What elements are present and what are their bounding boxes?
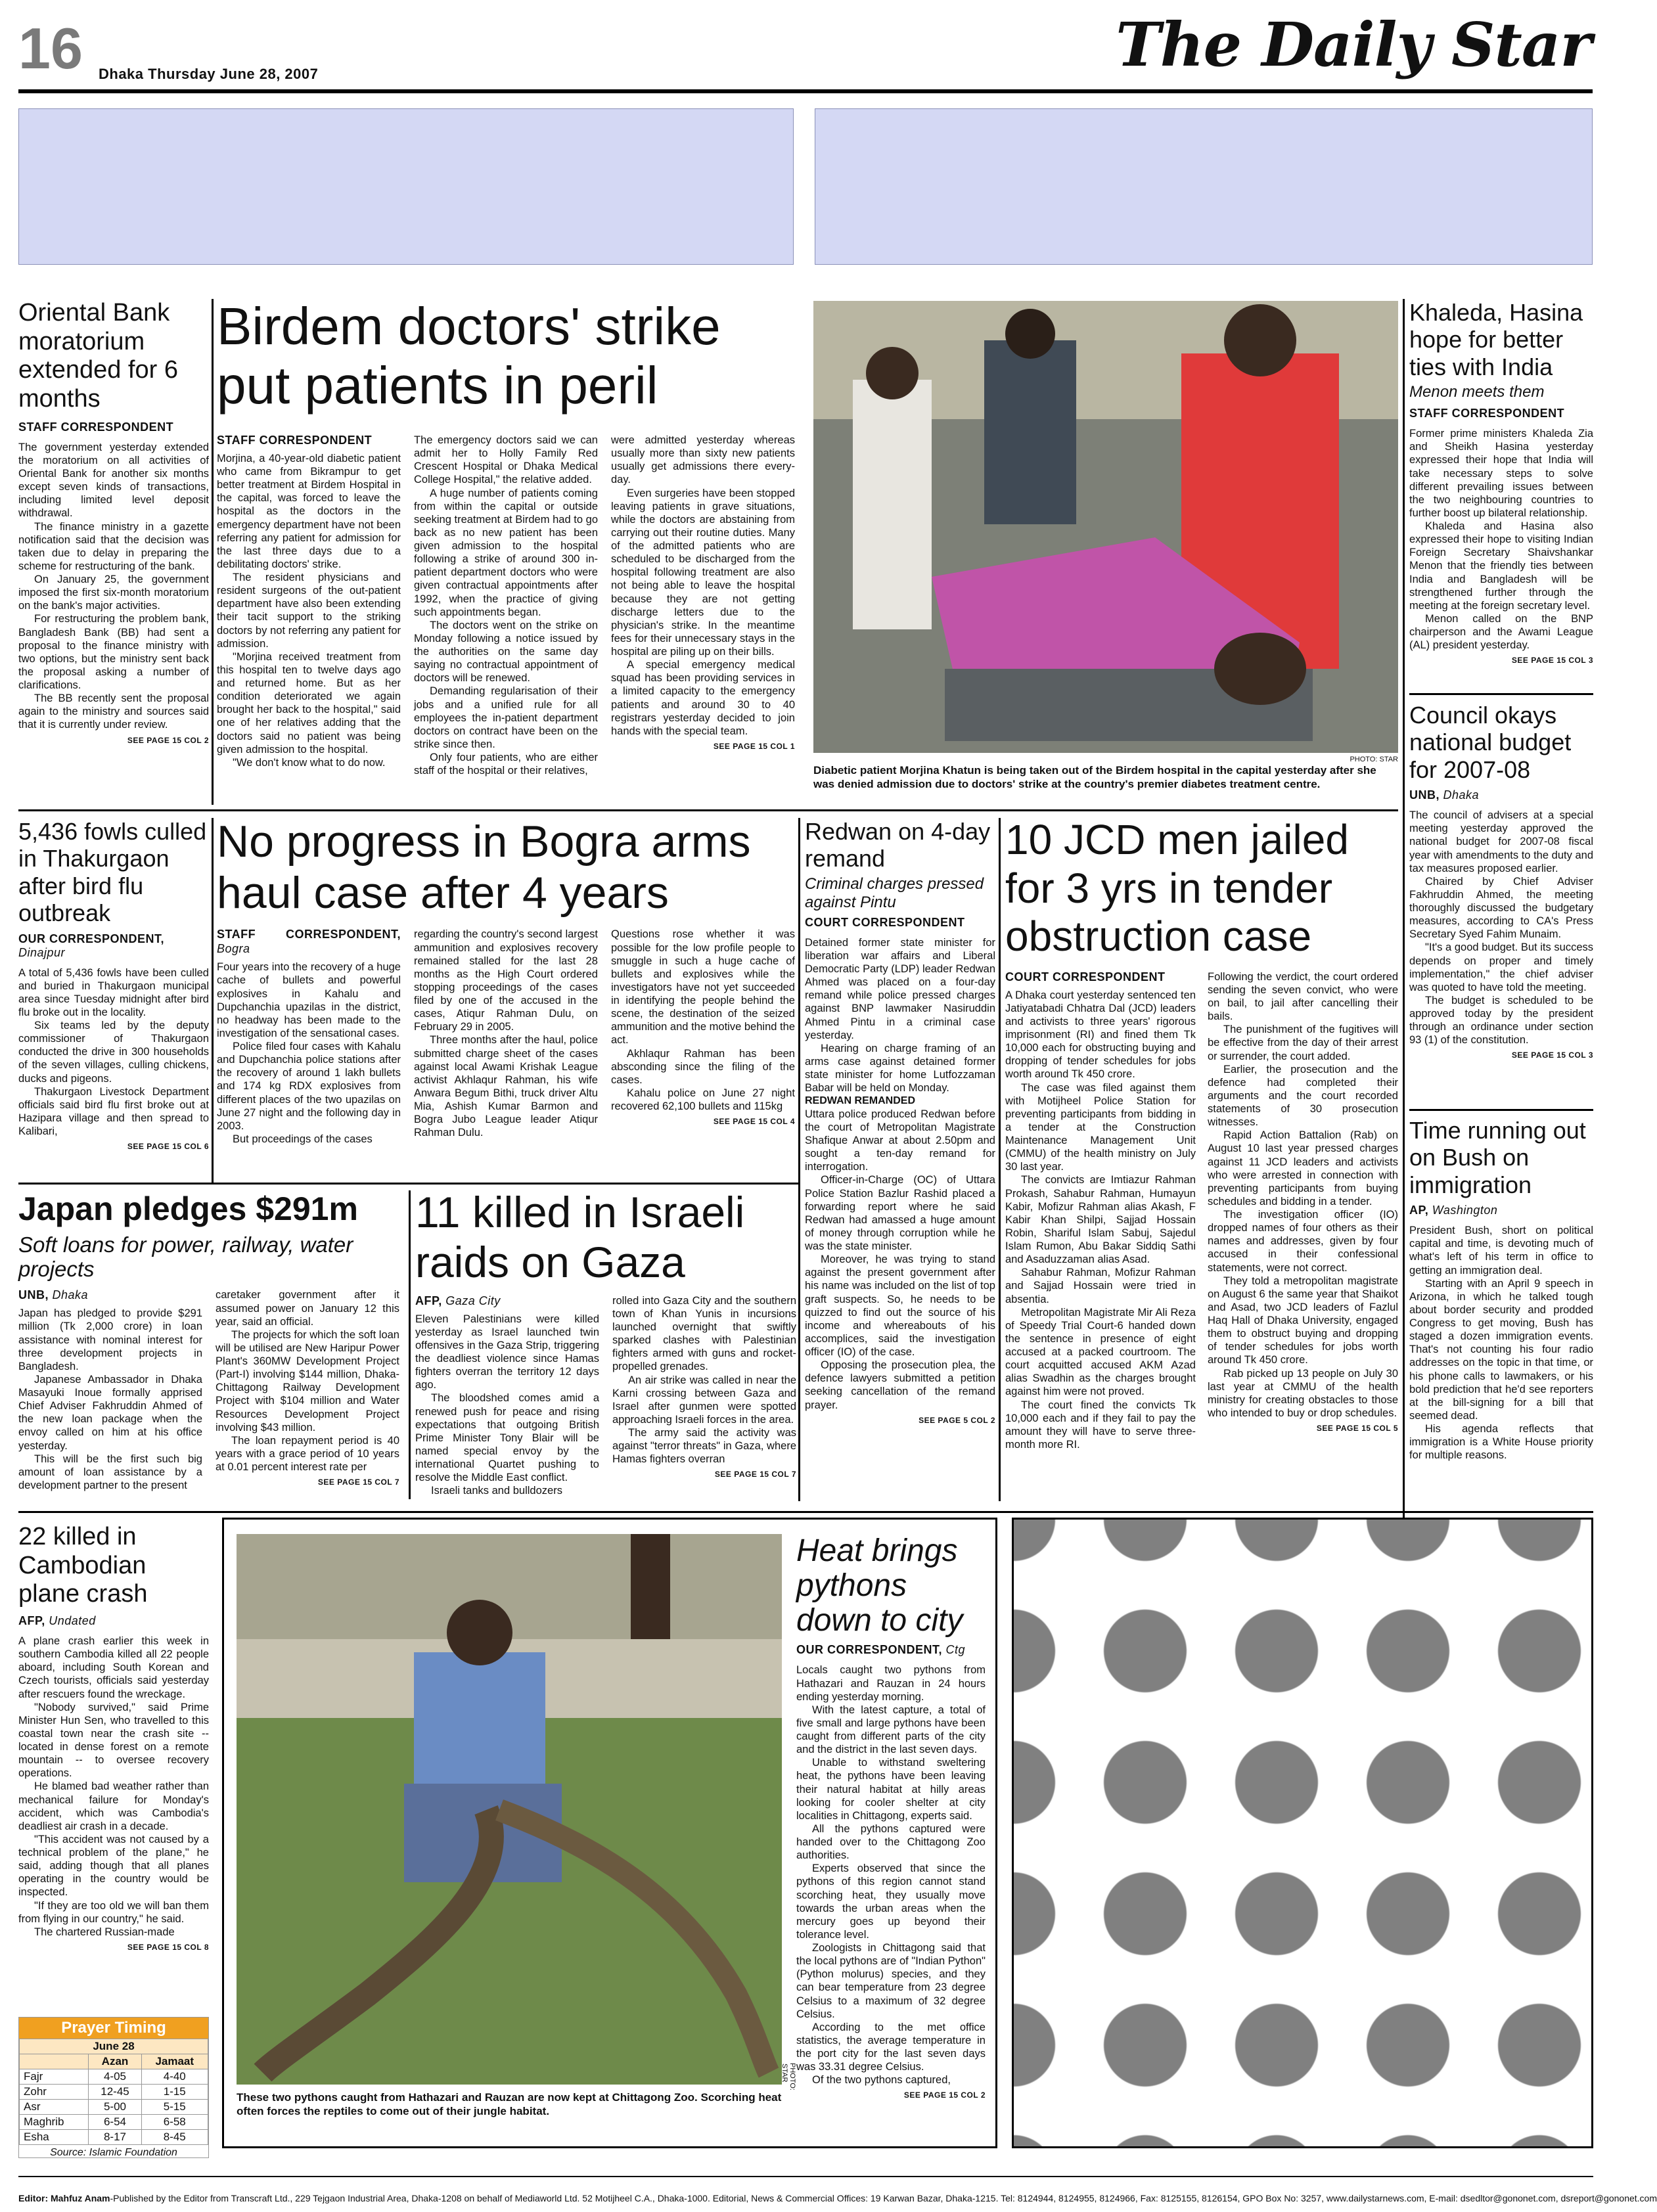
headline[interactable]: Khaleda, Hasina hope for better ties with India <box>1409 299 1583 380</box>
article-jcd-jailed <box>1005 816 1398 1502</box>
paragraph: A plane crash earlier this week in southern Cambodia killed all 22 people aboard, including South Korean and Czech tourists, officials said yesterday after rescuers found the wreckage. <box>18 1635 209 1700</box>
paragraph: Locals caught two pythons from Hathazari and Rauzan in 24 hours ending yesterday morning. <box>796 1664 986 1703</box>
paragraph: Former prime ministers Khaleda Zia and Sheikh Hasina yesterday expressed their hope that India will take necessary steps to solve different prevailing issues between the two neighbouring countries to further boost up bilateral relationship. <box>1409 428 1593 519</box>
jump-link[interactable]: SEE PAGE 15 COL 6 <box>127 1142 209 1152</box>
azan-time: 4-05 <box>89 2069 141 2085</box>
paragraph: On January 25, the government imposed the first six-month moratorium on the bank's major activities. <box>18 574 209 612</box>
birdem-photo[interactable] <box>813 301 1398 753</box>
paragraph: "If they are too old we will ban them from flying in our country," he said. <box>18 1899 209 1925</box>
paragraph: Akhlaqur Rahman has been absconding since the filing of the cases. <box>611 1047 795 1086</box>
jamaat-time: 5-15 <box>141 2100 208 2115</box>
columns <box>18 1288 413 1492</box>
table-row <box>20 2039 208 2054</box>
article-redwan-remand <box>805 818 995 1501</box>
paragraph: Detained former state minister for liberation war affairs and Liberal Democratic Party (LDP) leader Redwan Ahmed was placed on a four-day remand while police pressed charges against BNP lawmaker Nasiruddin Ahmed Pintu in a criminal case yesterday. <box>805 936 995 1041</box>
article-body <box>1409 427 1593 652</box>
paragraph: With the latest capture, a total of five small and large pythons have been caught from different parts of the city and the district in the last seven days. <box>796 1704 986 1756</box>
byline-group: AP, Washington <box>1409 1204 1498 1217</box>
byline: UNB <box>1409 788 1436 802</box>
paragraph: Khaleda and Hasina also expressed their hope to visiting Indian Foreign Secretary Shaivshankar Menon that the friendly ties between India and Bangladesh will be strengthened further through the meeting at the foreign secretary level. <box>1409 520 1593 612</box>
headline[interactable]: Oriental Bank moratorium extended for 6 months <box>18 299 178 413</box>
column <box>415 1294 599 1498</box>
table-row <box>20 2069 208 2085</box>
table-row <box>20 2100 208 2115</box>
columns <box>1005 970 1398 1451</box>
article-oriental-bank <box>18 299 209 815</box>
jump-link[interactable]: SEE PAGE 5 COL 2 <box>919 1415 995 1425</box>
ad-box-left[interactable] <box>18 108 794 265</box>
row-divider <box>18 1511 1593 1513</box>
article-body <box>1409 1224 1593 1462</box>
paragraph: Unable to withstand sweltering heat, the pythons have been leaving their natural habitat at hilly areas looking for cooler shelter at city localities in Chittagong, experts said. <box>796 1757 986 1822</box>
byline: COURT CORRESPONDENT <box>805 915 965 929</box>
paragraph: Four years into the recovery of a huge cache of bullets and powerful explosives in Kahalu and Dupchanchia upazilas in the district, no headway has been made to the investigation of the sensational cases. <box>217 961 401 1039</box>
jump-link[interactable]: SEE PAGE 15 COL 2 <box>127 735 209 745</box>
jump-link[interactable]: SEE PAGE 15 COL 7 <box>317 1478 399 1487</box>
paragraph: "We don't know what to do now. <box>233 756 386 769</box>
jump-link[interactable]: SEE PAGE 15 COL 3 <box>1511 656 1593 666</box>
jump-link[interactable]: SEE PAGE 15 COL 8 <box>127 1942 209 1952</box>
table-row <box>20 2130 208 2145</box>
paragraph: He blamed bad weather rather than mechanical failure for Monday's accident, which was Cambodia's deadliest air crash in a decade. <box>18 1780 209 1832</box>
paragraph: Following the verdict, the court ordered sending the seven convict, who were on bail, to jail after cancelling their bails. <box>1208 970 1398 1023</box>
paragraph: Israeli tanks and bulldozers <box>431 1485 562 1497</box>
paragraph: regarding the country's second largest ammunition and explosives recovery remained stalled for the last 28 months as the High Court ordered stopping proceedings of the cases filed by one of the accused in the cases, Atiqur Rahman Dulu, on February 29 in 2005. <box>414 928 598 1033</box>
column-divider <box>212 299 214 805</box>
dateline: Dhaka Thursday June 28, 2007 <box>99 66 319 82</box>
paragraph: The loan repayment period is 40 years with a grace period of 10 years at 0.01 percent interest rate per <box>216 1434 399 1473</box>
subheadline: Criminal charges pressed against Pintu <box>805 874 984 911</box>
article-fowls-culled <box>18 818 209 1183</box>
prayer-name: Asr <box>20 2100 89 2115</box>
headline[interactable]: Heat brings pythons down to city <box>796 1533 963 1638</box>
byline-group: AFP, Gaza City <box>415 1294 501 1307</box>
paragraph: A total of 5,436 fowls have been culled and buried in Thakurgaon municipal area since Tuesday midnight after bird flu broke out in the locality. <box>18 966 209 1018</box>
paragraph: Hearing on charge framing of an arms case against detained former state minister for home Lutfozzaman Babar will be held on Monday. <box>805 1042 995 1095</box>
paragraph: The punishment of the fugitives will be effective from the day of their arrest or surrender, the court added. <box>1208 1024 1398 1062</box>
paragraph: An air strike was called in near the Karni crossing between Gaza and Israel after gunmen were spotted approaching Israeli forces in the area. <box>612 1374 796 1426</box>
paragraph: The budget is scheduled to be approved today by the president through an ordinance under section 93 (1) of the constitution. <box>1409 994 1593 1047</box>
article-gaza-raids <box>415 1188 796 1503</box>
prayer-timing-title: Prayer Timing <box>19 2018 208 2039</box>
paragraph: Of the two pythons captured, <box>812 2074 951 2087</box>
footer-text: -Published by the Editor from Transcraft Ltd., 229 Tejgaon Industrial Area, Dhaka-1208 on behalf of Mediaworld Ltd. 52 Motijheel C.A., Dhaka-1000. Editorial, News & Commercial Offices: 19 Karwan Bazar, Dhaka-1215. Tel: 8124944, 8124955, 8124966, Fax: 8125155, 8126154, GPO Box No: 3257, www.dailystarnews.com, E-mail: dsedltor@gononet.com, dsreport@gononet.com <box>110 2193 1657 2203</box>
column-header <box>20 2054 89 2069</box>
paragraph: Demanding regularisation of their jobs and a unified rule for all employees the in-patient department doctors on contract have been on the strike since then. <box>414 685 598 750</box>
paragraph: Starting with an April 9 speech in Arizona, in which he talked tough about border security and prodded Congress to get moving, Bush has staged a dozen immigration events. That's not counting his four radio addresses on the topic in that time, or his phone calls to lawmakers, or his bold prediction that he'd see reporters at the bill-signing for a bill that seemed dead. <box>1409 1277 1593 1422</box>
paragraph: Morjina, a 40-year-old diabetic patient who came from Bikrampur to get better treatment at Birdem Hospital in the capital, was forced to leave the hospital as the doctors in the emergency department have not been referring any patient for admission for the last three days due to a debilitating doctors' strike. <box>217 452 401 570</box>
paragraph: The doctors went on the strike on Monday following a notice issued by the authorities on the same day saying no contractual appointment of doctors will be renewed. <box>414 619 598 685</box>
paragraph: Earlier, the prosecution and the defence had completed their arguments and the court recorded statements of 30 prosecution witnesses. <box>1208 1063 1398 1129</box>
article-body <box>18 441 209 732</box>
paragraph: "This accident was not caused by a technical problem of the plane," he said, adding though that all planes operating in the country would be inspected. <box>18 1833 209 1899</box>
paragraph: A special emergency medical squad has been providing services in a limited capacity to the emergency patients and around 30 to 40 registrars yesterday decided to join hands with the special team. <box>611 659 795 737</box>
table-row <box>20 2115 208 2130</box>
byline-group: STAFF CORRESPONDENT, Bogra <box>217 928 401 956</box>
subheadline: Soft loans for power, railway, water projects <box>18 1232 353 1282</box>
column-header: Jamaat <box>141 2054 208 2069</box>
byline: OUR CORRESPONDENT <box>18 932 161 945</box>
paragraph: caretaker government after it assumed power on January 12 this year, said an official. <box>216 1289 399 1328</box>
headline[interactable]: Time running out on Bush on immigration <box>1409 1117 1586 1198</box>
paragraph: The army said the activity was against "terror threats" in Gaza, where Hamas fighters overran <box>612 1427 796 1466</box>
footer-imprint <box>18 2193 1657 2203</box>
paragraph: The bloodshed comes amid a renewed push for peace and rising expectations that outgoing British Prime Minister Tony Blair will be named special envoy by the international Quartet pushing to resolve the Middle East conflict. <box>415 1392 599 1484</box>
column <box>611 434 795 777</box>
column <box>612 1294 796 1498</box>
article-body <box>805 936 995 1412</box>
section-divider <box>1409 1109 1593 1111</box>
headline[interactable]: 10 JCD men jailed for 3 yrs in tender obstruction case <box>1005 816 1349 960</box>
paragraph: For restructuring the problem bank, Bangladesh Bank (BB) had sent a proposal to the finance ministry with two options, but the ministry sent back the proposal asking a number of clarifications. <box>18 613 209 691</box>
paragraph: Questions rose whether it was possible for the low profile people to smuggle in such a huge cache of bullets and explosives while the investigators have not yet succeeded in identifying the people behind the scene, the destination of the seized ammunition and the motive behind the act. <box>611 928 795 1047</box>
column-divider <box>212 818 214 1183</box>
byline-group: UNB, Dhaka <box>1409 788 1480 802</box>
article-bush-immigration <box>1409 1117 1593 1511</box>
article-body <box>796 1663 986 2087</box>
azan-time: 8-17 <box>89 2130 141 2145</box>
byline-place: Washington <box>1432 1204 1498 1217</box>
subheadline: Menon meets them <box>1409 383 1545 401</box>
paragraph: The finance ministry in a gazette notification said that the decision was taken due to delay in preparing the scheme for restructuring of the bank. <box>18 520 209 572</box>
jump-link[interactable]: SEE PAGE 15 COL 5 <box>1316 1424 1398 1433</box>
headline[interactable]: 22 killed in Cambodian plane crash <box>18 1523 148 1608</box>
prayer-name: Fajr <box>20 2069 89 2085</box>
prayer-table <box>19 2039 208 2145</box>
jamaat-time: 6-58 <box>141 2115 208 2130</box>
photo-credit: PHOTO: STAR <box>1350 756 1398 763</box>
paragraph: The government yesterday extended the moratorium on all activities of Oriental Bank for another six months except seven kinds of transactions, including limited level deposit withdrawal. <box>18 441 209 520</box>
paragraph: They told a metropolitan magistrate on August 6 the same year that Shaikot and Asad, two JCD leaders of Fazlul Haq Hall of Dhaka University, engaged them to obstruct buying and dropping of tender schedules for jobs worth around Tk 450 crore. <box>1208 1275 1398 1366</box>
byline-group: OUR CORRESPONDENT, Dinajpur <box>18 932 165 959</box>
article-body <box>18 966 209 1139</box>
paragraph: Japan has pledged to provide $291 million (Tk 2,000 crore) in loan assistance with nominal interest for three development projects in Bangladesh. <box>18 1307 202 1372</box>
byline: STAFF CORRESPONDENT <box>1409 407 1565 420</box>
column <box>1005 970 1196 1451</box>
headline[interactable]: Council okays national budget for 2007-08 <box>1409 702 1572 783</box>
byline: OUR CORRESPONDENT <box>796 1643 939 1657</box>
headline[interactable]: 5,436 fowls culled in Thakurgaon after bird flu outbreak <box>18 818 207 927</box>
paragraph: Police filed four cases with Kahalu and Dupchanchia police stations after the recovery of around 1 lakh bullets and 174 kg RDX explosives from different places of the two upazilas on June 27 night and the following day in 2003. <box>217 1041 401 1132</box>
jump-link[interactable]: SEE PAGE 15 COL 7 <box>714 1470 796 1479</box>
paragraph: Japanese Ambassador in Dhaka Masayuki Inoue formally apprised Chief Adviser Fakhruddin Ahmed of the new loan package when the envoy called on him at his office yesterday. <box>18 1373 202 1452</box>
byline: AP <box>1409 1204 1425 1217</box>
birdem-headline-box <box>217 297 795 428</box>
paragraph: Rab picked up 13 people on July 30 last year at CMMU of the health ministry for creating obstacles to those who intended to buy or drop schedules. <box>1208 1367 1398 1419</box>
prayer-date: June 28 <box>20 2039 208 2054</box>
byline: STAFF CORRESPONDENT <box>217 928 397 941</box>
paragraph: rolled into Gaza City and the southern town of Khan Yunis in incursions launched overnight that swiftly sparked clashes with Palestinian fighters armed with guns and rocket-propelled grenades. <box>612 1294 796 1373</box>
paragraph: Chaired by Chief Adviser Fakhruddin Ahmed, the meeting thoroughly discussed the budgetary measures, according to CA's Press Secretary Syed Fahim Munaim. <box>1409 875 1593 941</box>
byline-place: Dhaka <box>52 1288 89 1302</box>
prayer-name: Zohr <box>20 2085 89 2100</box>
jump-link[interactable]: SEE PAGE 15 COL 3 <box>1511 1050 1593 1060</box>
paragraph: The convicts are Imtiazur Rahman Prokash, Sahabur Rahman, Humayun Kabir, Mofizur Rahman alias Akash, F Kabir Khan Shilpi, Sajjad Hossain Robin, Shariful Islam Sabuj, Sajedul Islam Rumon, Abu Bakar Siddiq Sathi and Asaduzzaman alias Asad. <box>1005 1174 1196 1266</box>
article-pythons <box>796 1534 986 2145</box>
paragraph: Even surgeries have been stopped leaving patients in grave situations, while the doctors are abstaining from carrying out their routine duties. Many of the admitted patients who are scheduled to be discharged from the hospital following treatment are also not being able to leave the hospital because they are not getting discharge letters due to the physician's strike. In the meantime fees for their unnecessary stays in the hospital are piling up on their bills. <box>611 487 795 658</box>
byline-group: UNB, Dhaka <box>18 1288 89 1302</box>
table-header-row <box>20 2054 208 2069</box>
byline: UNB <box>18 1288 45 1302</box>
byline-group: AFP, Undated <box>18 1614 96 1628</box>
jamaat-time: 4-40 <box>141 2069 208 2085</box>
photo-caption: Diabetic patient Morjina Khatun is being taken out of the Birdem hospital in the capital yesterday after she was denied admission due to doctors' strike at the country's premier diabetes treatment centre. <box>813 764 1376 791</box>
paragraph: Thakurgaon Livestock Department officials said bird flu first broke out at Hazipara village and then spread to Kalibari, <box>18 1085 209 1138</box>
column-divider <box>409 1190 411 1499</box>
inline-subhead: REDWAN REMANDED <box>805 1095 915 1107</box>
article-japan-pledges <box>18 1190 413 1506</box>
byline-place: Gaza City <box>445 1294 501 1307</box>
paragraph: All the pythons captured were handed over to the Chittagong Zoo authorities. <box>796 1822 986 1862</box>
column <box>1208 970 1398 1451</box>
paragraph: "Morjina received treatment from this hospital ten to twelve days ago and returned home. But as her condition deteriorated we again brought her back to the hospital," said one of her relatives adding that the doctors said no patient was being given admission to the hospital. <box>217 650 401 756</box>
paragraph: Officer-in-Charge (OC) of Uttara Police Station Bazlur Rashid placed a forwarding report where he said Redwan had amassed a huge amount of money through corruption while he was the state minister. <box>805 1174 995 1253</box>
columns <box>415 1294 796 1498</box>
paragraph: A huge number of patients coming from within the capital or outside seeking treatment at Birdem had to go back as no new patient has been given admission to the hospital following a strike of around 300 in-patient department doctors who were given contractual appointments after 1992, when the practice of giving such appointments began. <box>414 487 598 618</box>
paragraph: The projects for which the soft loan will be utilised are New Haripur Power Plant's 360MW Development Project (Part-I) involving $144 million, Dhaka-Chittagong Railway Development Project with $104 million and Water Resources Development Project involving $43 million. <box>216 1328 399 1433</box>
paragraph: Opposing the prosecution plea, the defence lawyers submitted a petition seeking cancellation of the remand prayer. <box>805 1359 995 1411</box>
paragraph: "Nobody survived," said Prime Minister Hun Sen, who travelled to this coastal town near the crash site -- located in dense forest on a remote mountain -- to oversee recovery operations. <box>18 1701 209 1780</box>
column <box>217 434 401 777</box>
headline[interactable]: Japan pledges $291m <box>18 1190 358 1227</box>
byline: AFP <box>18 1614 42 1628</box>
article-bogra-arms <box>217 816 795 1184</box>
byline-place: Dinajpur <box>18 945 66 959</box>
paragraph: The investigation officer (IO) dropped names of four others as their names and addresses, given by four accused in their confessional statements, were not correct. <box>1208 1209 1398 1274</box>
paragraph: Sahabur Rahman, Mofizur Rahman and Sajjad Hossain were tried in absentia. <box>1005 1267 1196 1305</box>
jump-link[interactable]: SEE PAGE 15 COL 4 <box>713 1117 795 1127</box>
paragraph: Rapid Action Battalion (Rab) on August 10 last year pressed charges against 11 JCD leaders and activists who were arrested in connection with preventing participants from buying schedules and bidding in a tender. <box>1208 1129 1398 1208</box>
paragraph: Metropolitan Magistrate Mir Ali Reza of Speedy Trial Court-6 handed down the sentence in presence of eight accused at a packed courtroom. The court acquitted accused AKM Azad alias Swadhin as the charges brought against him were not proved. <box>1005 1306 1196 1398</box>
paragraph: Three months after the haul, police submitted charge sheet of the cases against local Awami Krishak League activist Akhlaqur Rahman, his wife Anwara Begum Bithi, truck driver Altu Mia, Ashish Kumar Barmon and Bogra Jubo League leader Atiqur Rahman Dulu. <box>414 1034 598 1139</box>
paragraph: Experts observed that since the pythons of this region cannot stand scorching heat, they usually move towards the urban areas when the mercury goes up beyond their tolerance level. <box>796 1862 986 1941</box>
paragraph: The council of advisers at a special meeting yesterday approved the national budget for 2007-08 fiscal year with amendments to the duty and tax measures proposed earlier. <box>1409 809 1593 874</box>
jamaat-time: 8-45 <box>141 2130 208 2145</box>
column <box>414 434 598 777</box>
column <box>18 1288 202 1492</box>
byline-place: Undated <box>49 1614 96 1628</box>
paragraph: Only four patients, who are either staff of the hospital or their relatives, <box>414 752 598 777</box>
paragraph: Menon called on the BNP chairperson and the Awami League (AL) president yesterday. <box>1409 612 1593 652</box>
paragraph: According to the met office statistics, the average temperature in the port city for the last seven days was 33.31 degree Celsius. <box>796 2021 986 2073</box>
prayer-timing-box <box>18 2017 209 2158</box>
article-birdem <box>217 434 795 808</box>
paragraph: "It's a good budget. But its success depends on proper and timely implementation," the chief adviser was quoted to have told the meeting. <box>1409 941 1593 993</box>
jump-link[interactable]: SEE PAGE 15 COL 1 <box>713 741 795 751</box>
byline-place: Ctg <box>945 1643 966 1657</box>
paragraph: Kahalu police on June 27 night recovered 62,100 bullets and 115kg <box>611 1087 795 1112</box>
photo-caption: These two pythons caught from Hathazari and Rauzan are now kept at Chittagong Zoo. Scorching heat often forces the reptiles to come out of their jungle habitat. <box>237 2091 782 2118</box>
paragraph: Moreover, he was trying to stand against the present government after his name was included on the list of top graft suspects. So, he needs to be quizzed to find out the source of his income and whereabouts of his accomplices, said the investigation officer (IO) of the case. <box>805 1253 995 1359</box>
paragraph: The chartered Russian-made <box>34 1926 175 1938</box>
paragraph: Eleven Palestinians were killed yesterday as Israel launched twin offensives in the Gaza Strip, triggering the deadliest violence since Hamas fighters overran the territory 12 days ago. <box>415 1313 599 1391</box>
article-council-budget <box>1409 702 1593 1109</box>
column-header: Azan <box>89 2054 141 2069</box>
article-cambodia-crash <box>18 1523 209 1996</box>
paragraph: The emergency doctors said we can admit her to Holly Family Red Crescent Hospital or Dhaka Medical College Hospital," the relative added. <box>414 434 598 486</box>
python-scene-image <box>237 1534 782 2085</box>
byline: STAFF CORRESPONDENT <box>217 434 373 447</box>
article-body <box>1409 809 1593 1047</box>
prayer-name: Maghrib <box>20 2115 89 2130</box>
headline[interactable]: Redwan on 4-day remand <box>805 818 991 872</box>
paragraph: The case was filed against them with Motijheel Police Station for preventing participants from bidding in a tender at the Construction Maintenance Management Unit (CMMU) of the health ministry on July 30 last year. <box>1005 1081 1196 1173</box>
paragraph: President Bush, short on political capital and time, is devoting much of what's left of his term in office to getting an immigration deal. <box>1409 1225 1593 1276</box>
masthead-rule <box>18 89 1593 93</box>
paragraph: were admitted yesterday whereas usually more than sixty new patients usually get admissions there every-day. <box>611 434 795 486</box>
prayer-source: Source: Islamic Foundation <box>50 2147 177 2158</box>
paragraph: The BB recently sent the proposal again to the ministry and sources said that it is currently under review. <box>18 692 209 731</box>
polka-dot-ad[interactable] <box>1012 1518 1593 2148</box>
azan-time: 5-00 <box>89 2100 141 2115</box>
row-divider <box>18 809 1398 811</box>
table-row <box>20 2085 208 2100</box>
row-divider <box>18 1183 798 1185</box>
column <box>217 928 401 1146</box>
column <box>611 928 795 1146</box>
hospital-scene-image <box>813 301 1398 753</box>
paragraph: A Dhaka court yesterday sentenced ten Jatiyatabadi Chhatra Dal (JCD) leaders and activists to three years' rigorous imprisonment (RI) and fined them Tk 10,000 each for obstructing buying and dropping of tender schedules for jobs worth around Tk 450 crore. <box>1005 989 1196 1081</box>
paragraph: The resident physicians and resident surgeons of the out-patient department have also been extending their tacit support to the striking doctors by not referring any patient for admission. <box>217 572 401 650</box>
paragraph: Uttara police produced Redwan before the court of Metropolitan Magistrate Shafique Anwar at about 2.50pm and sought a ten-day remand for interrogation. <box>805 1108 995 1173</box>
page-number: 16 <box>18 16 83 81</box>
column <box>216 1288 399 1492</box>
column-divider <box>798 818 800 1501</box>
paragraph: Six teams led by the deputy commissioner of Thakurgaon conducted the drive in 300 households of the seven villages, culling chickens, ducks and pigeons. <box>18 1020 209 1085</box>
newspaper-logo[interactable]: The Daily Star <box>1116 9 1591 80</box>
columns <box>217 928 795 1146</box>
column-divider <box>999 818 1001 1501</box>
azan-time: 12-45 <box>89 2085 141 2100</box>
byline-place: Dhaka <box>1443 788 1480 802</box>
headline[interactable]: Birdem doctors' strike put patients in peril <box>217 297 721 415</box>
byline: AFP <box>415 1294 439 1307</box>
column <box>414 928 598 1146</box>
footer-editor: Editor: Mahfuz Anam <box>18 2193 110 2203</box>
byline-group: OUR CORRESPONDENT, Ctg <box>796 1643 966 1657</box>
paragraph: Zoologists in Chittagong said that the local pythons are of "Indian Python" (Python molurus) species, and they can bear temperature from 23 degree Celsius to a maximum of 32 degree Celsius. <box>796 1942 986 2020</box>
byline: STAFF CORRESPONDENT <box>18 420 174 434</box>
prayer-name: Esha <box>20 2130 89 2145</box>
python-photo[interactable] <box>237 1534 782 2085</box>
section-divider <box>1409 693 1593 695</box>
headline[interactable]: No progress in Bogra arms haul case after 4 years <box>217 817 751 918</box>
paragraph: But proceedings of the cases <box>233 1133 373 1145</box>
paragraph: The court fined the convicts Tk 10,000 each and if they fail to pay the amount they will have to serve three-month more RI. <box>1005 1399 1196 1451</box>
article-khaleda-hasina <box>1409 299 1593 693</box>
headline[interactable]: 11 killed in Israeli raids on Gaza <box>415 1188 745 1286</box>
azan-time: 6-54 <box>89 2115 141 2130</box>
jamaat-time: 1-15 <box>141 2085 208 2100</box>
paragraph: His agenda reflects that immigration is a White House priority for multiple reasons. <box>1409 1423 1593 1462</box>
paragraph: This will be the first such big amount of loan assistance by a development partner to the present <box>18 1453 202 1491</box>
footer-rule <box>18 2176 1593 2177</box>
byline: COURT CORRESPONDENT <box>1005 970 1166 983</box>
ad-box-right[interactable] <box>815 108 1593 265</box>
photo-credit: PHOTO: STAR <box>781 2063 796 2090</box>
byline-place: Bogra <box>217 942 250 956</box>
article-body <box>18 1635 209 1939</box>
jump-link[interactable]: SEE PAGE 15 COL 2 <box>903 2090 986 2100</box>
